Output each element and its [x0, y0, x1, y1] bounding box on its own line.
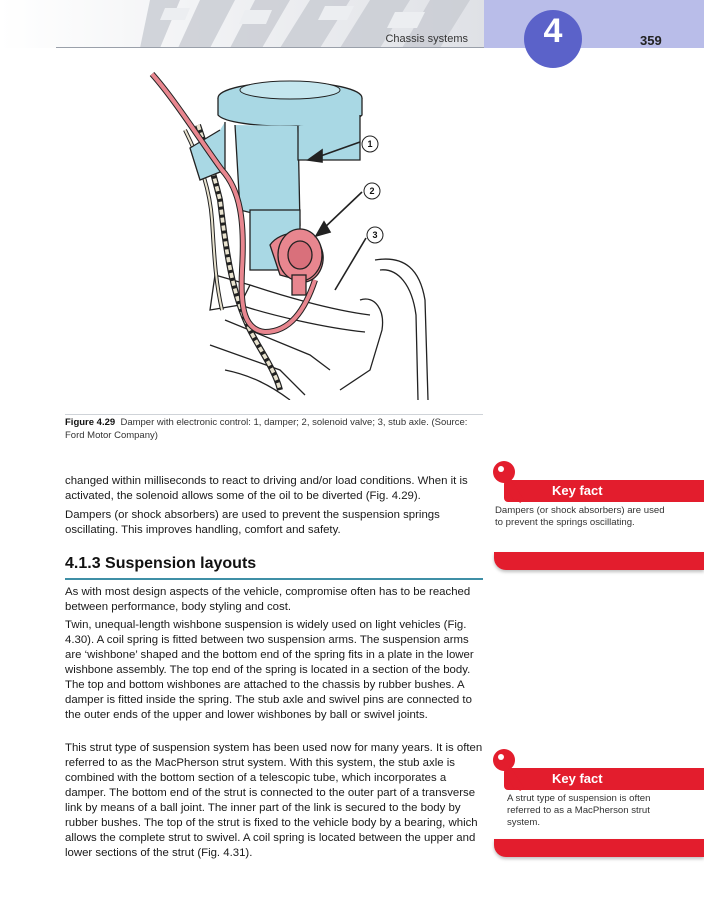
figure-label: Figure 4.29 [65, 417, 116, 428]
section-heading-rule [65, 578, 483, 580]
callout-1: 1 [367, 139, 373, 149]
header-rule [56, 47, 484, 48]
callout-2: 2 [369, 186, 375, 196]
key-fact-1-footer [494, 552, 704, 570]
section-heading: 4.1.3 Suspension layouts [65, 555, 257, 572]
figure-caption-text: Damper with electronic control: 1, damper; 2, solenoid valve; 3, stub axle. (Source: Ford Motor Company) [65, 417, 468, 441]
callout-3: 3 [372, 230, 378, 240]
key-fact-1-title: Key fact [552, 483, 603, 498]
header-tab [484, 0, 704, 48]
key-fact-1-text: Dampers (or shock absorbers) are used to prevent the springs oscillating. [495, 505, 665, 528]
paragraph-5: This strut type of suspension system has been used now for many years. It is often referred to as the MacPherson strut system. With this system, the stub axle is combined with the bottom section of a telescopic tube, which incorporates a damper. The bottom end of the strut is connected to the outer part of a transverse link by means of a ball joint. The inner part of the link is secured to the body by rubber bushes. The top of the strut is fixed to the vehicle body by a bearing, which allows the complete strut to swivel. A coil spring is located between the upper and lower sections of the strut (Fig. 4.31). [65, 742, 483, 859]
damper-illustration [130, 70, 430, 400]
key-fact-2-footer [494, 839, 704, 857]
key-icon [490, 746, 530, 796]
chapter-number: 4 [543, 12, 563, 50]
paragraph-3: As with most design aspects of the vehicle, compromise often has to be reached between performance, body styling and cost. [65, 586, 471, 613]
paragraph-4: Twin, unequal-length wishbone suspension is widely used on light vehicles (Fig. 4.30). A coil spring is fitted between two suspension arms. The suspension arms are ‘wishbone’ shaped and the bottom end of the spring fits in a plate in the lower wishbone assembly. The top end of the spring is located in a section of the body. The top and bottom wishbones are attached to the chassis by rubber bushes. A damper is fitted inside the spring. The stub axle and swivel pins are connected to the outer ends of the upper and lower wishbones by ball or swivel joints. [65, 619, 474, 721]
paragraph-2: Dampers (or shock absorbers) are used to prevent the suspension springs oscillating. This improves handling, comfort and safety. [65, 509, 440, 536]
page-number: 359 [640, 33, 662, 48]
key-fact-2-text: A strut type of suspension is often referred to as a MacPherson strut system. [507, 793, 651, 828]
running-head: Chassis systems [385, 33, 468, 45]
key-icon [490, 458, 530, 508]
key-fact-2-title: Key fact [552, 771, 603, 786]
paragraph-1: changed within milliseconds to react to driving and/or load conditions. When it is activated, the solenoid allows some of the oil to be diverted (Fig. 4.29). [65, 475, 468, 502]
caption-rule [65, 414, 483, 415]
figure-caption [65, 417, 483, 442]
key-fact-1-bar [504, 480, 704, 502]
key-fact-2-bar [504, 768, 704, 790]
